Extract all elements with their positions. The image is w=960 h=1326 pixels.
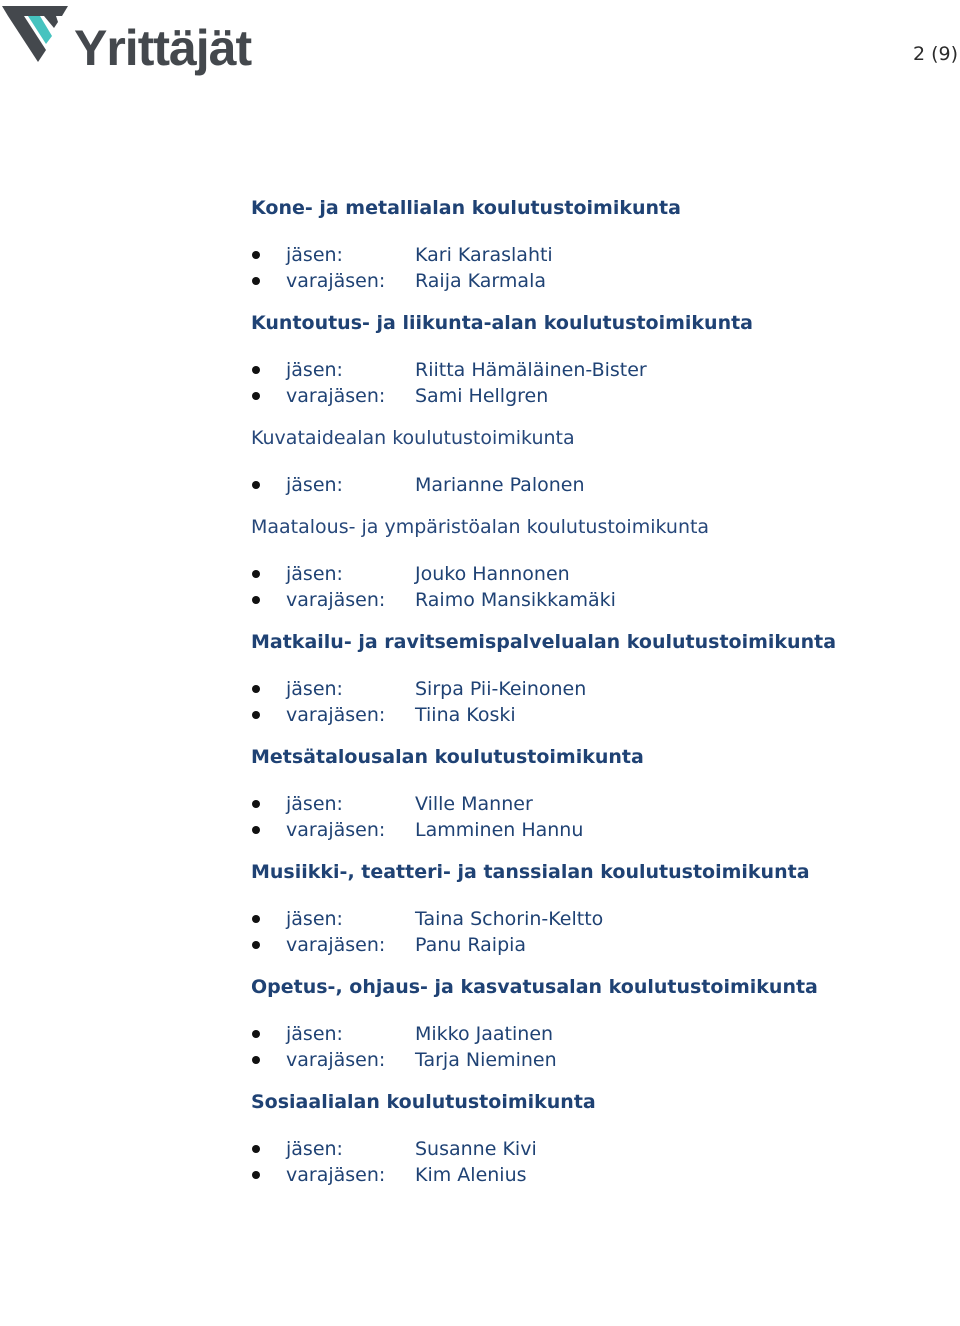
member-row xyxy=(251,587,951,613)
member-row xyxy=(251,561,951,587)
member-name: Raija Karmala xyxy=(415,270,546,292)
bullet-icon xyxy=(252,685,260,693)
member-name: Mikko Jaatinen xyxy=(415,1023,554,1045)
member-role: jäsen: xyxy=(286,359,343,381)
bullet-icon xyxy=(252,941,260,949)
member-row xyxy=(251,242,951,268)
member-role: jäsen: xyxy=(286,1138,343,1160)
member-name: Raimo Mansikkamäki xyxy=(415,589,616,611)
section-kuntoutus-liikunta xyxy=(251,311,951,409)
member-list xyxy=(251,472,951,498)
section-kone-metallialan xyxy=(251,196,951,294)
bullet-icon xyxy=(252,596,260,604)
bullet-icon xyxy=(252,711,260,719)
bullet-icon xyxy=(252,826,260,834)
member-row xyxy=(251,932,951,958)
bullet-icon xyxy=(252,392,260,400)
member-row xyxy=(251,817,951,843)
section-title: Opetus-, ohjaus- ja kasvatusalan koulutustoimikunta xyxy=(251,976,818,998)
member-name: Marianne Palonen xyxy=(415,474,585,496)
member-role: varajäsen: xyxy=(286,385,386,407)
logo-mark-icon xyxy=(0,0,80,80)
member-list xyxy=(251,357,951,409)
section-musiikki-teatteri xyxy=(251,860,951,958)
member-list xyxy=(251,1021,951,1073)
member-list xyxy=(251,242,951,294)
page-number: 2 (9) xyxy=(912,43,958,65)
section-title: Maatalous- ja ympäristöalan koulutustoimikunta xyxy=(251,516,710,538)
member-row xyxy=(251,1021,951,1047)
member-name: Kim Alenius xyxy=(415,1164,527,1186)
member-row xyxy=(251,702,951,728)
member-role: varajäsen: xyxy=(286,819,386,841)
member-name: Tarja Nieminen xyxy=(415,1049,557,1071)
bullet-icon xyxy=(252,1030,260,1038)
member-row xyxy=(251,383,951,409)
member-name: Kari Karaslahti xyxy=(415,244,553,266)
member-name: Sami Hellgren xyxy=(415,385,549,407)
member-row xyxy=(251,1047,951,1073)
member-row xyxy=(251,472,951,498)
member-role: jäsen: xyxy=(286,244,343,266)
member-row xyxy=(251,357,951,383)
member-role: varajäsen: xyxy=(286,934,386,956)
member-role: jäsen: xyxy=(286,563,343,585)
member-role: jäsen: xyxy=(286,678,343,700)
member-role: jäsen: xyxy=(286,1023,343,1045)
member-name: Jouko Hannonen xyxy=(415,563,570,585)
member-role: jäsen: xyxy=(286,908,343,930)
bullet-icon xyxy=(252,251,260,259)
company-logo xyxy=(0,0,290,80)
member-row xyxy=(251,676,951,702)
member-name: Panu Raipia xyxy=(415,934,527,956)
member-role: varajäsen: xyxy=(286,704,386,726)
member-row xyxy=(251,1162,951,1188)
section-title: Kone- ja metallialan koulutustoimikunta xyxy=(251,197,681,219)
section-metsatalousalan xyxy=(251,745,951,843)
member-list xyxy=(251,561,951,613)
member-list xyxy=(251,1136,951,1188)
bullet-icon xyxy=(252,277,260,285)
member-role: varajäsen: xyxy=(286,1164,386,1186)
member-role: varajäsen: xyxy=(286,270,386,292)
member-role: jäsen: xyxy=(286,474,343,496)
member-list xyxy=(251,906,951,958)
section-kuvataidealan xyxy=(251,426,951,498)
section-title: Metsätalousalan koulutustoimikunta xyxy=(251,746,644,768)
bullet-icon xyxy=(252,570,260,578)
section-title: Sosiaalialan koulutustoimikunta xyxy=(251,1091,596,1113)
section-maatalous-ymparisto xyxy=(251,515,951,613)
member-row xyxy=(251,791,951,817)
section-title: Matkailu- ja ravitsemispalvelualan koulutustoimikunta xyxy=(251,631,837,653)
member-name: Lamminen Hannu xyxy=(415,819,584,841)
bullet-icon xyxy=(252,1145,260,1153)
member-role: varajäsen: xyxy=(286,589,386,611)
section-matkailu-ravitsemis xyxy=(251,630,951,728)
member-name: Ville Manner xyxy=(415,793,533,815)
member-name: Riitta Hämäläinen-Bister xyxy=(415,359,647,381)
committee-list xyxy=(251,196,951,1205)
member-name: Taina Schorin-Keltto xyxy=(415,908,604,930)
member-name: Tiina Koski xyxy=(415,704,516,726)
member-name: Susanne Kivi xyxy=(415,1138,537,1160)
bullet-icon xyxy=(252,1056,260,1064)
member-role: varajäsen: xyxy=(286,1049,386,1071)
member-list xyxy=(251,791,951,843)
section-title: Kuntoutus- ja liikunta-alan koulutustoimikunta xyxy=(251,312,753,334)
bullet-icon xyxy=(252,481,260,489)
section-opetus-ohjaus xyxy=(251,975,951,1073)
bullet-icon xyxy=(252,800,260,808)
member-row xyxy=(251,1136,951,1162)
logo-text: Yrittäjät xyxy=(74,20,252,76)
member-row xyxy=(251,906,951,932)
bullet-icon xyxy=(252,1171,260,1179)
section-title: Kuvataidealan koulutustoimikunta xyxy=(251,427,575,449)
section-title: Musiikki-, teatteri- ja tanssialan koulutustoimikunta xyxy=(251,861,810,883)
bullet-icon xyxy=(252,915,260,923)
section-sosiaalialan xyxy=(251,1090,951,1188)
member-row xyxy=(251,268,951,294)
member-name: Sirpa Pii-Keinonen xyxy=(415,678,587,700)
bullet-icon xyxy=(252,366,260,374)
member-list xyxy=(251,676,951,728)
member-role: jäsen: xyxy=(286,793,343,815)
